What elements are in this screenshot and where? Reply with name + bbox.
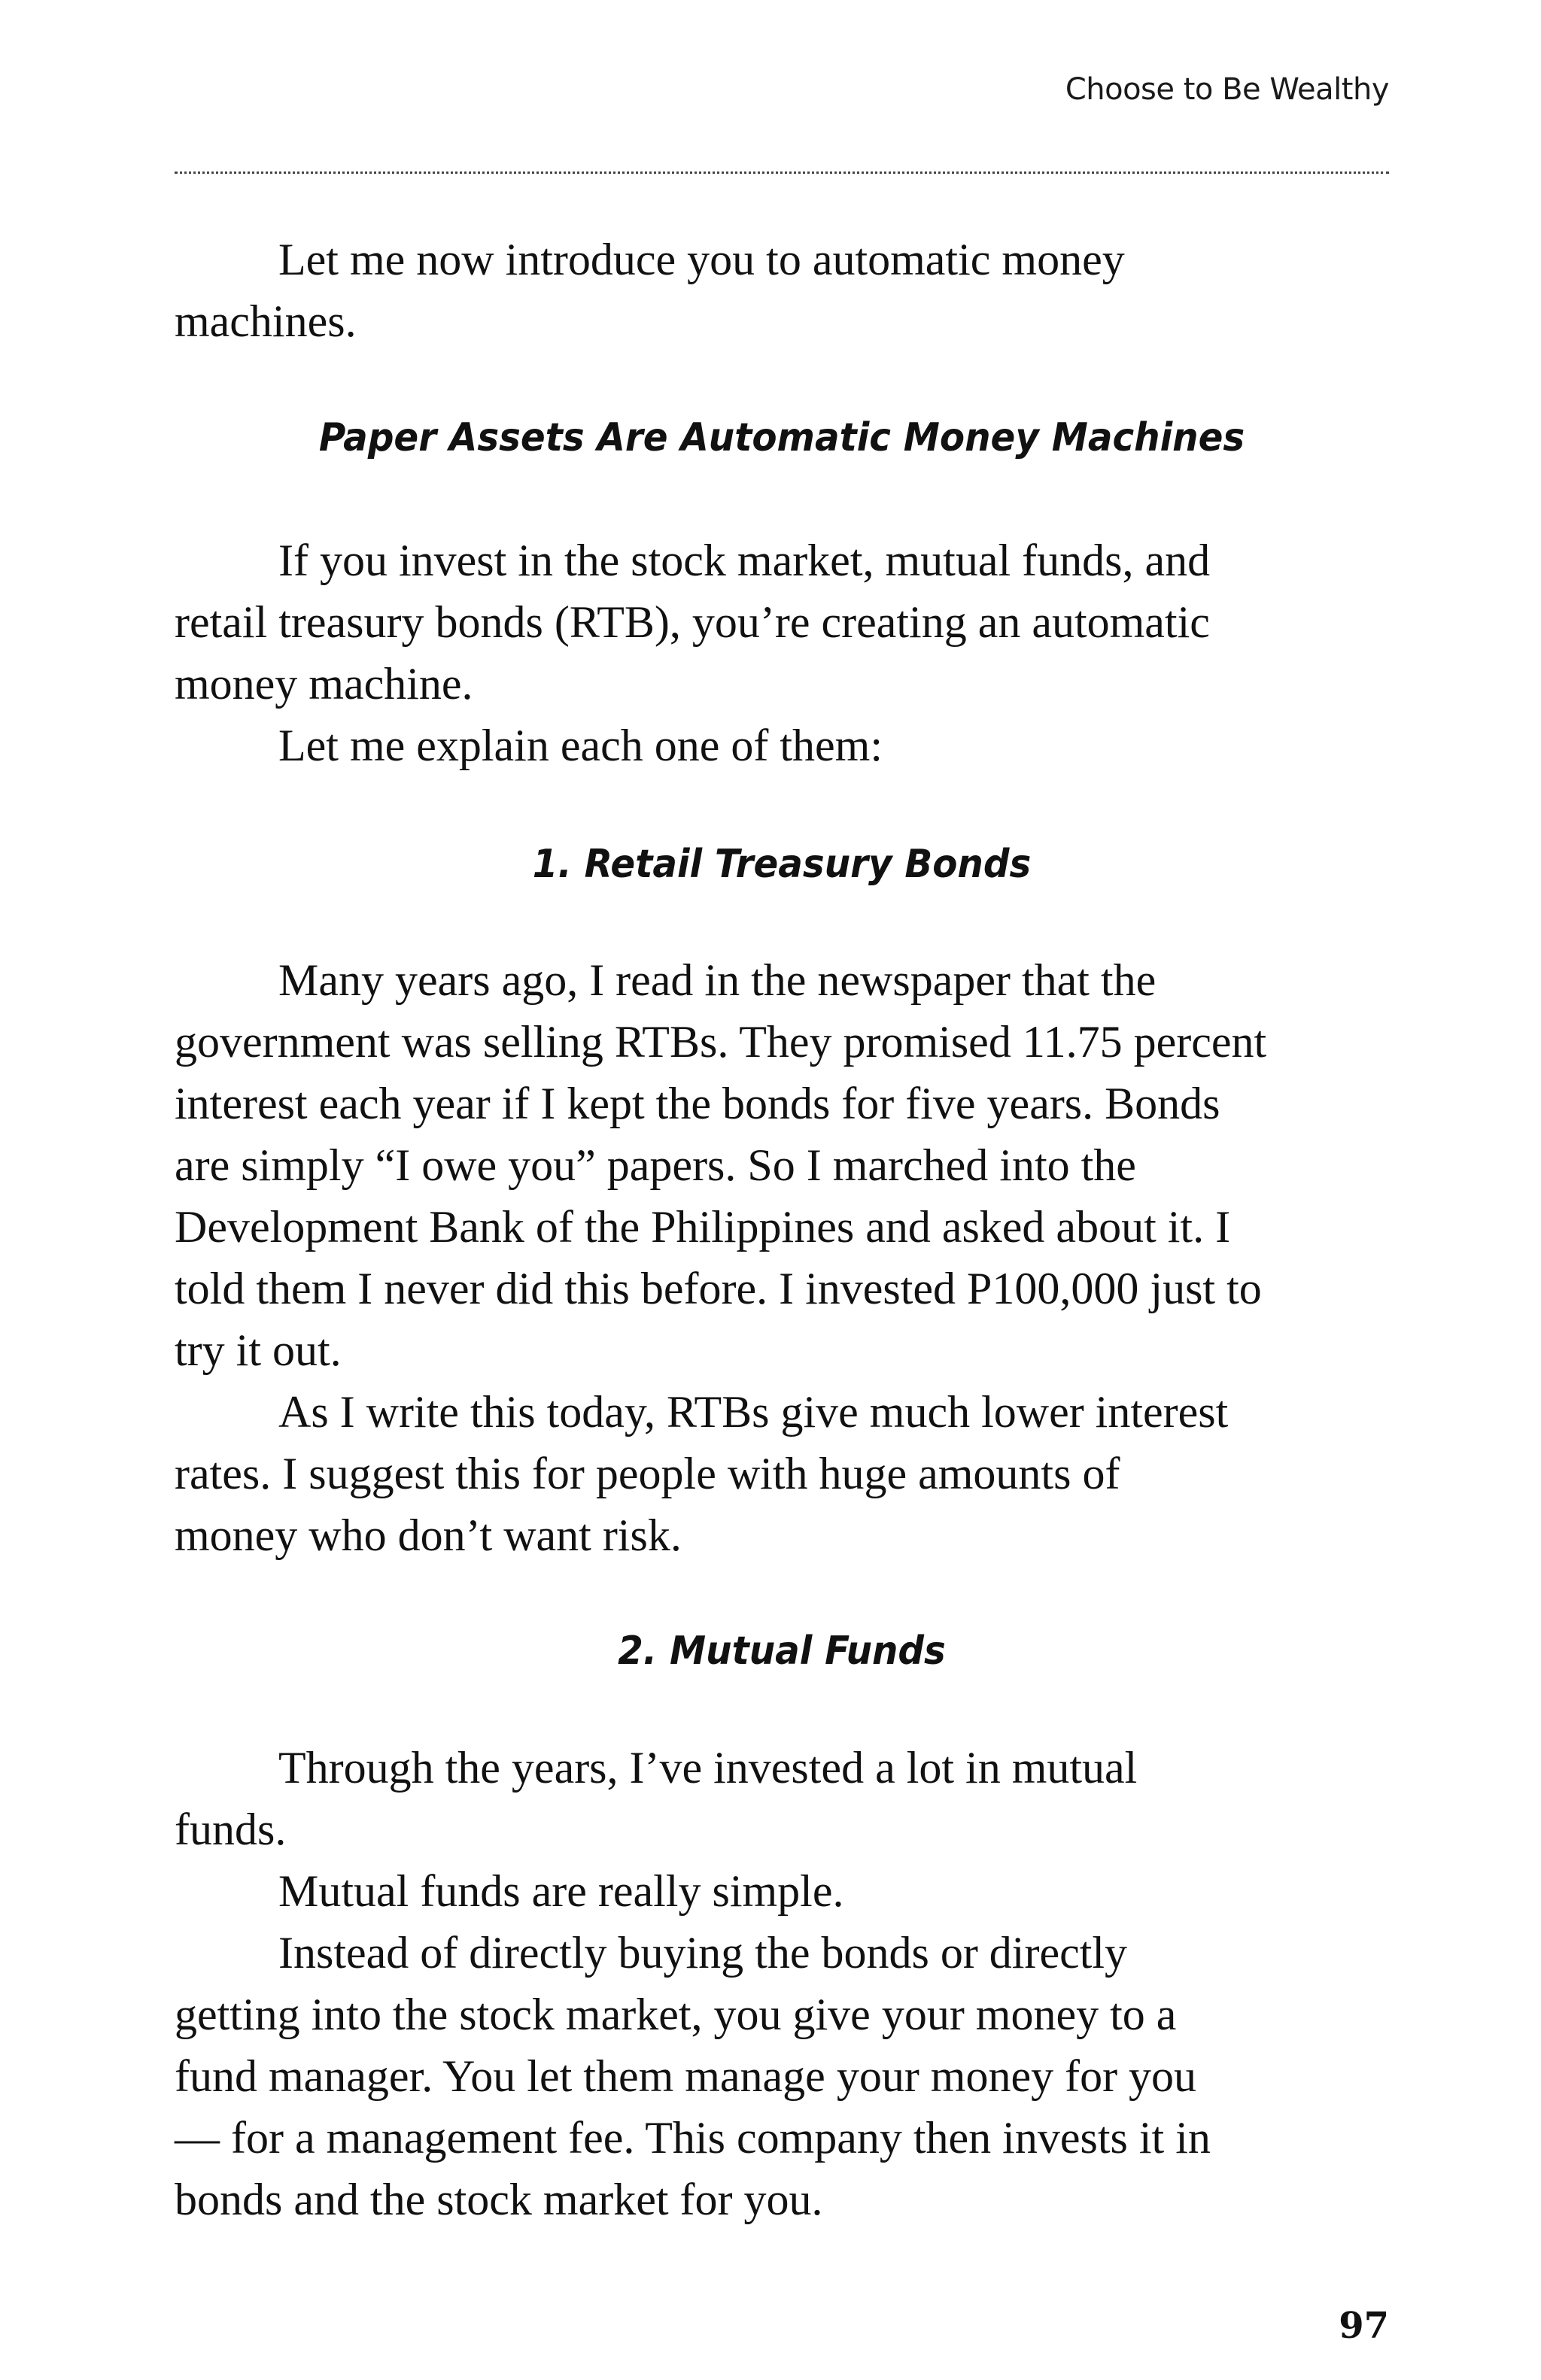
text-line: money machine.: [175, 659, 473, 709]
text-line: government was selling RTBs. They promised 11.75 percent: [175, 1017, 1267, 1067]
text-line: getting into the stock market, you give your money to a: [175, 1990, 1177, 2039]
mutual-funds-paragraph: [175, 1737, 1389, 2230]
text-line: Instead of directly buying the bonds or directly: [278, 1928, 1128, 1978]
text-line: Through the years, I’ve invested a lot in mutual: [278, 1743, 1138, 1793]
text-line: are simply “I owe you” papers. So I marched into the: [175, 1140, 1136, 1190]
text-line: bonds and the stock market for you.: [175, 2175, 823, 2224]
text-line: If you invest in the stock market, mutual funds, and: [278, 536, 1211, 585]
subheading-retail-treasury-bonds: 1. Retail Treasury Bonds: [532, 842, 1032, 887]
text-line: Let me explain each one of them:: [278, 721, 883, 770]
text-line: try it out.: [175, 1325, 342, 1375]
text-line: machines.: [175, 296, 357, 346]
text-line: rates. I suggest this for people with huge amounts of: [175, 1449, 1120, 1498]
text-line: fund manager. You let them manage your money for you: [175, 2051, 1197, 2101]
text-line: As I write this today, RTBs give much lower interest: [278, 1387, 1229, 1437]
text-line: Let me now introduce you to automatic money: [278, 235, 1125, 284]
text-line: retail treasury bonds (RTB), you’re creating an automatic: [175, 597, 1210, 647]
text-line: money who don’t want risk.: [175, 1510, 682, 1560]
dotted-divider: [175, 172, 1389, 174]
subheading-mutual-funds: 2. Mutual Funds: [618, 1629, 946, 1674]
paper-assets-paragraph: [175, 530, 1389, 776]
retail-bonds-paragraph: [175, 949, 1389, 1566]
section-heading: Paper Assets Are Automatic Money Machines: [318, 415, 1245, 460]
page-number: 97: [1339, 2305, 1389, 2347]
text-line: told them I never did this before. I invested P100,000 just to: [175, 1264, 1262, 1313]
text-line: Development Bank of the Philippines and asked about it. I: [175, 1202, 1231, 1252]
text-line: interest each year if I kept the bonds for five years. Bonds: [175, 1079, 1220, 1128]
text-line: Mutual funds are really simple.: [278, 1866, 844, 1916]
running-header: Choose to Be Wealthy: [1065, 72, 1389, 107]
intro-paragraph: [175, 229, 1389, 352]
text-line: — for a management fee. This company then invests it in: [175, 2113, 1211, 2163]
text-line: funds.: [175, 1805, 287, 1854]
text-line: Many years ago, I read in the newspaper that the: [278, 955, 1157, 1005]
